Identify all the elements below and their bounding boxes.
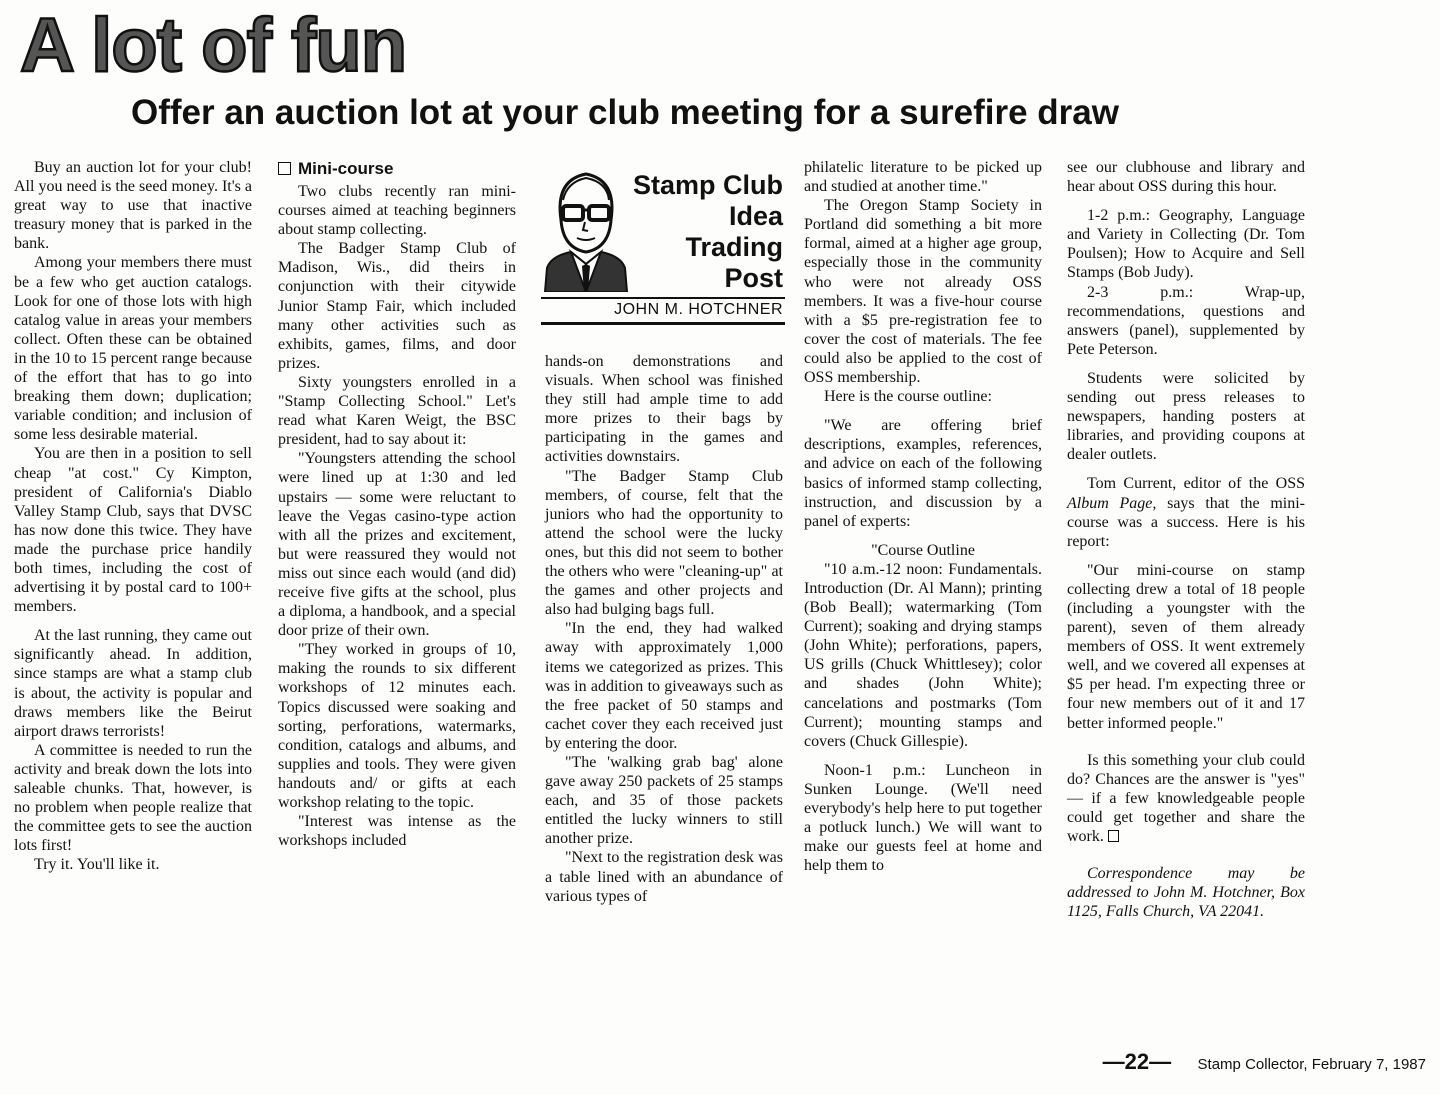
closing-text: Is this something your club could do? Chances are the answer is "yes" — if a few knowledgeable people could get together and share the work.: [1067, 751, 1305, 845]
paragraph: Students were solicited by sending out press releases to newspapers, handing posters at libraries, and providing coupons at dealer outlets.: [1067, 369, 1305, 464]
paragraph: "Youngsters attending the school were lined up at 1:30 and led upstairs — some were reluctant to leave the Vegas casino-type action with all the prizes and excitement, but were reassured they would not miss out since each would (and did) receive five gifts at the school, plus a diploma, a handbook, and a special door prize of their own.: [278, 450, 516, 640]
column-title-line: Idea: [728, 201, 783, 231]
paragraph: The Oregon Stamp Society in Portland did something a bit more formal, aimed at a higher age group, especially those in the community who were not already OSS members. It was a five-hour course with a $5 pre-registration fee to cover the cost of materials. The fee could also be applied to the cost of OSS membership.: [804, 197, 1042, 387]
paragraph: "10 a.m.-12 noon: Fundamentals. Introduction (Dr. Al Mann); printing (Bob Beall); watermarking (Tom Current); soaking and drying stamps (John White); perforations, papers, US grills (Chuck Whittlesey); color and shades (John White); cancelations and postmarks (Tom Current); mounting stamps and covers (Chuck Gillespie).: [804, 560, 1042, 750]
correspondence-text: Correspondence may be addressed to John M. Hotchner, Box 1125, Falls Church, VA 22041.: [1067, 865, 1305, 921]
masthead-rule: [541, 297, 785, 299]
column-title-line: Post: [724, 263, 783, 293]
section-box-icon: [278, 162, 291, 175]
column-2: [278, 158, 516, 850]
closing-paragraph: [1067, 751, 1305, 846]
page-number: —22—: [1102, 1049, 1172, 1074]
paragraph: 2-3 p.m.: Wrap-up, recommendations, questions and answers (panel), supplemented by Pete Peterson.: [1067, 283, 1305, 358]
column-title-line: Stamp Club: [632, 170, 783, 200]
correspondence-note: [1067, 864, 1305, 921]
paragraph: "We are offering brief descriptions, examples, references, and advice on each of the following basics of informed stamp collecting, instruction, and discussion by a panel of experts:: [804, 417, 1042, 530]
report-intro-text: Tom Current, editor of the OSS: [1087, 475, 1305, 493]
paragraph: "Next to the registration desk was a table lined with an abundance of various types of: [545, 849, 783, 905]
end-mark-icon: [1108, 830, 1119, 842]
masthead-rule: [541, 322, 785, 325]
paragraph: The Badger Stamp Club of Madison, Wis., did theirs in conjunction with their citywide Junior Stamp Fair, which included many other activities such as exhibits, games, films, and door prizes.: [278, 240, 516, 372]
column-4: [804, 158, 1042, 875]
column-5: [1067, 158, 1305, 921]
page-footer: [1103, 1049, 1426, 1075]
author-byline: JOHN M. HOTCHNER: [614, 301, 783, 318]
paragraph: [1067, 474, 1305, 550]
report-quote: "Our mini-course on stamp collecting drew a total of 18 people (including a youngster with the parent), seven of them already members of OSS. It went extremely well, and we covered all expenses at $5 per head. I'm expecting three or four new members out of it and 17 better informed people.": [1067, 561, 1305, 732]
column-1: [14, 158, 252, 874]
report-intro-text: says that the mini-course was a success. Here is his report:: [1067, 494, 1305, 550]
paragraph: You are then in a position to sell cheap "at cost." Cy Kimpton, president of California's Diablo Valley Stamp Club, says that DVSC has now done this twice. They have made the purchase price handily both times, including the cost of advertising it by postal card to 100+ members.: [14, 445, 252, 616]
paragraph: At the last running, they came out significantly ahead. In addition, since stamps are what a stamp club is about, the activity is popular and draws members like the Beirut airport draws terrorists!: [14, 627, 252, 740]
paragraph: "The Badger Stamp Club members, of course, felt that the juniors who had the opportunity to attend the school were the lucky ones, but this did not seem to bother the others who were "cleaning-up" at the games and other projects and also had bulging bags full.: [545, 467, 783, 619]
section-heading-text: Mini-course: [298, 159, 394, 178]
publication-name: Album Page,: [1067, 494, 1157, 512]
column-masthead: [541, 160, 785, 328]
column-3: [545, 352, 783, 906]
columnist-portrait-icon: [541, 160, 631, 292]
paragraph: "The 'walking grab bag' alone gave away 250 packets of 25 stamps each, and 35 of those packets entitled the lucky winners to still another prize.: [545, 753, 783, 848]
course-outline-heading: "Course Outline: [871, 541, 975, 559]
paragraph: "They worked in groups of 10, making the rounds to six different workshops of 12 minutes each. Topics discussed were soaking and sorting, perforations, watermarks, condition, catalogs and albums, and supplies and tools. They were given handouts and/ or gifts at each workshop relating to the topic.: [278, 641, 516, 811]
paragraph: Noon-1 p.m.: Luncheon in Sunken Lounge. (We'll need everybody's help here to put together a potluck lunch.) We will want to make our guests feel at home and help them to: [804, 761, 1042, 875]
paragraph: hands-on demonstrations and visuals. When school was finished they still had ample time to add more prizes to their bags by participating in the games and activities downstairs.: [545, 353, 783, 466]
paragraph: 1-2 p.m.: Geography, Language and Variety in Collecting (Dr. Tom Poulsen); How to Acquire and Sell Stamps (Bob Judy).: [1067, 207, 1305, 282]
column-title-line: Trading: [685, 232, 783, 262]
paragraph: A committee is needed to run the activity and break down the lots into saleable chunks. That, however, is no problem when people realize that the committee gets to see the auction lots first!: [14, 741, 252, 855]
section-heading-mini-course: [278, 158, 516, 180]
paragraph: Two clubs recently ran mini-courses aimed at teaching beginners about stamp collecting.: [278, 183, 516, 239]
paragraph: Among your members there must be a few who get auction catalogs. Look for one of those lots with high catalog value in areas your members collect. Often these can be obtained in the 10 to 15 percent range because of the effort that has to go into breaking them down; duplication; variable condition; and inclusion of some less desirable material.: [14, 254, 252, 444]
subheadline: Offer an auction lot at your club meeting for a surefire draw: [131, 93, 1119, 132]
paragraph: philatelic literature to be picked up and studied at another time.": [804, 159, 1042, 196]
paragraph: Sixty youngsters enrolled in a "Stamp Collecting School." Let's read what Karen Weigt, the BSC president, had to say about it:: [278, 373, 516, 449]
headline: A lot of fun: [20, 3, 407, 88]
paragraph: Here is the course outline:: [824, 388, 992, 406]
paragraph: see our clubhouse and library and hear about OSS during this hour.: [1067, 159, 1305, 196]
column-title: [633, 170, 783, 294]
paragraph: Buy an auction lot for your club! All you need is the seed money. It's a great way to use that inactive treasury money that is parked in the bank.: [14, 159, 252, 253]
paragraph: "Interest was intense as the workshops included: [278, 813, 516, 850]
publication-line: Stamp Collector, February 7, 1987: [1197, 1056, 1426, 1073]
paragraph: Try it. You'll like it.: [34, 856, 160, 874]
paragraph: "In the end, they had walked away with approximately 1,000 items we categorized as prizes. This was in addition to giveaways such as the free packet of 50 stamps and cachet cover they each received just by entering the door.: [545, 620, 783, 752]
